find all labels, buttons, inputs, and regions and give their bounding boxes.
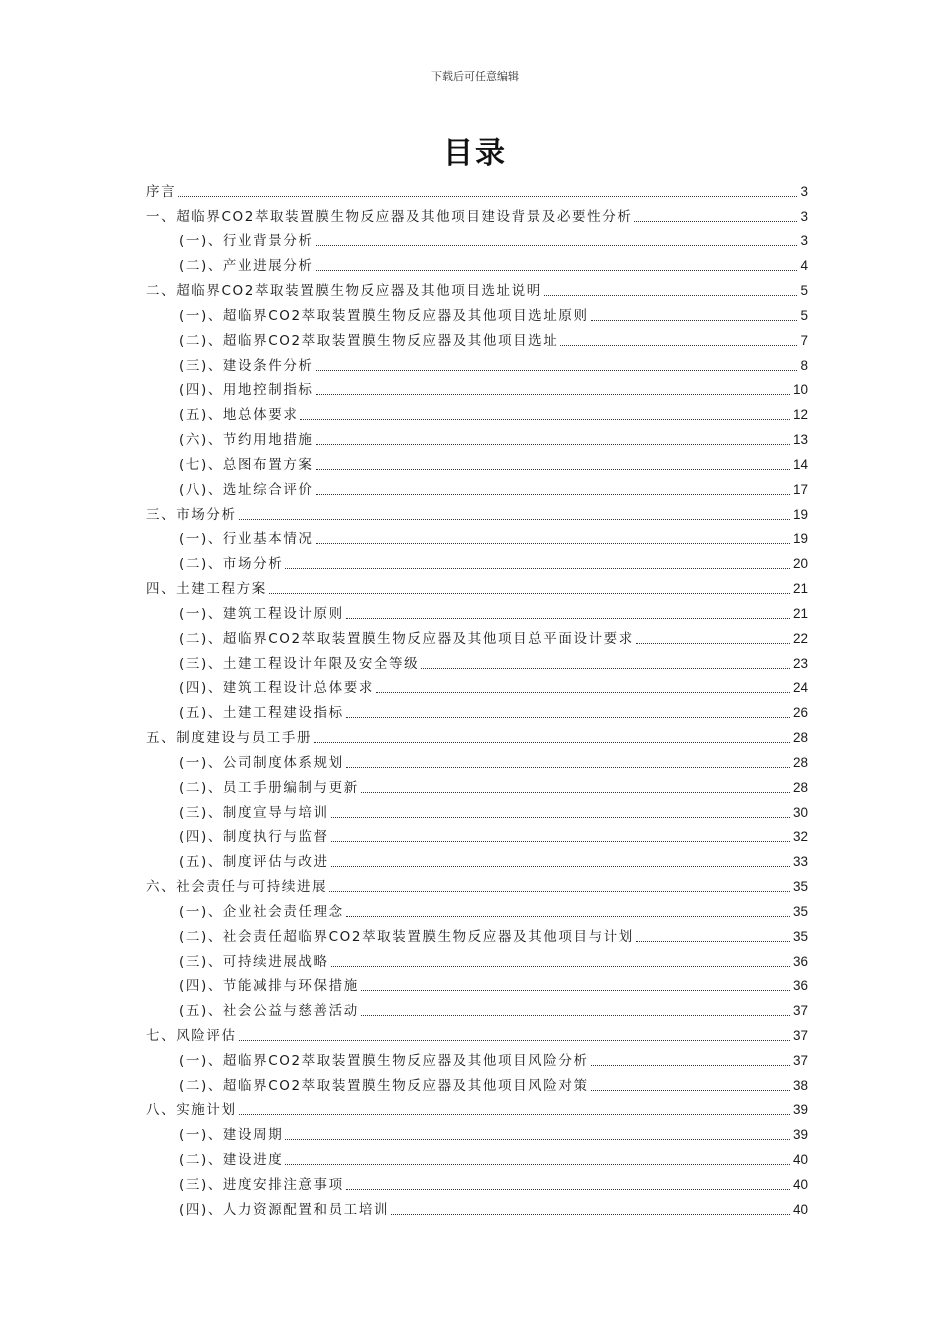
toc-dot-leader	[346, 618, 790, 619]
toc-entry-section[interactable]	[146, 424, 808, 449]
toc-entry-page-number: 38	[792, 1077, 808, 1093]
toc-dot-leader	[314, 742, 790, 743]
toc-entry-section[interactable]	[146, 325, 808, 350]
toc-entry-page-number: 39	[792, 1127, 808, 1143]
toc-entry-label: 六、社会责任与可持续进展	[146, 879, 328, 896]
toc-entry-label: (一)、企业社会责任理念	[179, 903, 344, 920]
toc-title: 目录	[443, 136, 507, 171]
toc-entry-section[interactable]	[146, 598, 808, 623]
toc-entry-section[interactable]	[146, 822, 808, 847]
toc-dot-leader	[331, 966, 790, 967]
toc-entry-page-number: 3	[800, 208, 808, 224]
toc-entry-label: (二)、市场分析	[179, 556, 284, 573]
toc-entry-label: (五)、制度评估与改进	[179, 854, 329, 871]
toc-entry-page-number: 40	[792, 1152, 808, 1168]
toc-entry-label: 五、制度建设与员工手册	[146, 730, 313, 747]
toc-entry-label: 八、实施计划	[146, 1102, 237, 1119]
toc-dot-leader	[591, 1090, 790, 1091]
toc-entry-page-number: 5	[800, 283, 808, 299]
toc-entry-chapter[interactable]	[146, 1095, 808, 1120]
toc-entry-page-number: 35	[792, 903, 808, 919]
toc-dot-leader	[316, 245, 798, 246]
toc-entry-page-number: 3	[800, 233, 808, 249]
toc-entry-label: (二)、超临界CO2萃取装置膜生物反应器及其他项目总平面设计要求	[179, 630, 634, 647]
toc-entry-section[interactable]	[146, 1194, 808, 1219]
toc-entry-page-number: 36	[792, 953, 808, 969]
toc-dot-leader	[634, 221, 797, 222]
toc-entry-label: 七、风险评估	[146, 1027, 237, 1044]
toc-entry-page-number: 8	[800, 357, 808, 373]
toc-dot-leader	[421, 668, 790, 669]
toc-dot-leader	[361, 792, 790, 793]
toc-dot-leader	[346, 717, 790, 718]
toc-dot-leader	[346, 1189, 790, 1190]
toc-dot-leader	[316, 370, 798, 371]
toc-entry-label: 一、超临界CO2萃取装置膜生物反应器及其他项目建设背景及必要性分析	[146, 208, 633, 225]
toc-entry-section[interactable]	[146, 548, 808, 573]
toc-entry-section[interactable]	[146, 375, 808, 400]
toc-dot-leader	[636, 941, 790, 942]
toc-dot-leader	[300, 419, 790, 420]
toc-entry-label: 二、超临界CO2萃取装置膜生物反应器及其他项目选址说明	[146, 283, 542, 300]
toc-dot-leader	[239, 1114, 790, 1115]
toc-entry-label: (三)、可持续进展战略	[179, 953, 329, 970]
toc-entry-section[interactable]	[146, 1045, 808, 1070]
toc-dot-leader	[316, 270, 798, 271]
toc-entry-section[interactable]	[146, 946, 808, 971]
toc-entry-label: (一)、行业背景分析	[179, 233, 314, 250]
toc-dot-leader	[376, 692, 790, 693]
toc-dot-leader	[346, 767, 790, 768]
toc-entry-label: (四)、人力资源配置和员工培训	[179, 1201, 390, 1218]
toc-entry-page-number: 7	[800, 332, 808, 348]
toc-entry-section[interactable]	[146, 995, 808, 1020]
toc-dot-leader	[346, 916, 790, 917]
toc-entry-section[interactable]	[146, 1144, 808, 1169]
toc-entry-page-number: 32	[792, 829, 808, 845]
toc-entry-label: (二)、超临界CO2萃取装置膜生物反应器及其他项目风险对策	[179, 1077, 589, 1094]
toc-entry-section[interactable]	[146, 697, 808, 722]
toc-entry-section[interactable]	[146, 747, 808, 772]
toc-entry-label: (一)、超临界CO2萃取装置膜生物反应器及其他项目选址原则	[179, 307, 589, 324]
toc-entry-section[interactable]	[146, 1070, 808, 1095]
toc-entry-section[interactable]	[146, 772, 808, 797]
toc-entry-label: (一)、建设周期	[179, 1127, 284, 1144]
toc-entry-page-number: 28	[792, 779, 808, 795]
toc-entry-label: (二)、超临界CO2萃取装置膜生物反应器及其他项目选址	[179, 332, 559, 349]
toc-entry-section[interactable]	[146, 971, 808, 996]
toc-dot-leader	[591, 1065, 790, 1066]
toc-entry-page-number: 40	[792, 1201, 808, 1217]
toc-entry-section[interactable]	[146, 623, 808, 648]
toc-entry-label: (二)、员工手册编制与更新	[179, 779, 359, 796]
toc-entry-page-number: 36	[792, 978, 808, 994]
toc-entry-page-number: 33	[792, 854, 808, 870]
toc-entry-label: (三)、制度宣导与培训	[179, 804, 329, 821]
toc-entry-page-number: 37	[792, 1027, 808, 1043]
toc-entry-label: (三)、进度安排注意事项	[179, 1176, 344, 1193]
toc-entry-page-number: 39	[792, 1102, 808, 1118]
toc-dot-leader	[269, 593, 790, 594]
toc-dot-leader	[361, 1015, 790, 1016]
toc-entry-section[interactable]	[146, 797, 808, 822]
toc-entry-label: (四)、节能减排与环保措施	[179, 978, 359, 995]
toc-entry-page-number: 21	[792, 581, 808, 597]
toc-entry-label: (二)、建设进度	[179, 1152, 284, 1169]
toc-entry-page-number: 4	[800, 258, 808, 274]
toc-dot-leader	[316, 469, 790, 470]
toc-entry-page-number: 17	[792, 481, 808, 497]
toc-entry-page-number: 22	[792, 630, 808, 646]
page-header-note: 下载后可任意编辑	[431, 70, 519, 83]
toc-entry-label: (一)、建筑工程设计原则	[179, 605, 344, 622]
toc-entry-label: (三)、土建工程设计年限及安全等级	[179, 655, 420, 672]
toc-entry-page-number: 14	[792, 456, 808, 472]
toc-entry-page-number: 13	[792, 432, 808, 448]
toc-dot-leader	[361, 990, 790, 991]
toc-entry-chapter[interactable]	[146, 499, 808, 524]
toc-entry-chapter[interactable]	[146, 871, 808, 896]
toc-dot-leader	[316, 444, 790, 445]
toc-entry-page-number: 23	[792, 655, 808, 671]
toc-entry-section[interactable]	[146, 921, 808, 946]
table-of-contents	[146, 176, 808, 1219]
toc-entry-label: (五)、地总体要求	[179, 407, 299, 424]
toc-entry-chapter[interactable]	[146, 573, 808, 598]
toc-dot-leader	[239, 1040, 790, 1041]
toc-dot-leader	[544, 295, 798, 296]
toc-entry-label: (四)、制度执行与监督	[179, 829, 329, 846]
toc-dot-leader	[331, 866, 790, 867]
toc-entry-label: (五)、社会公益与慈善活动	[179, 1003, 359, 1020]
toc-entry-label: (五)、土建工程建设指标	[179, 705, 344, 722]
toc-entry-page-number: 12	[792, 407, 808, 423]
toc-entry-page-number: 20	[792, 556, 808, 572]
toc-entry-label: (一)、公司制度体系规划	[179, 754, 344, 771]
toc-entry-label: (二)、社会责任超临界CO2萃取装置膜生物反应器及其他项目与计划	[179, 928, 634, 945]
toc-entry-page-number: 5	[800, 307, 808, 323]
toc-entry-page-number: 24	[792, 680, 808, 696]
toc-entry-section[interactable]	[146, 1169, 808, 1194]
toc-entry-label: (六)、节约用地措施	[179, 432, 314, 449]
toc-entry-page-number: 26	[792, 705, 808, 721]
toc-entry-label: 三、市场分析	[146, 506, 237, 523]
toc-dot-leader	[591, 320, 798, 321]
toc-entry-section[interactable]	[146, 1119, 808, 1144]
toc-dot-leader	[285, 1164, 790, 1165]
toc-entry-section[interactable]	[146, 673, 808, 698]
toc-dot-leader	[329, 891, 790, 892]
toc-dot-leader	[331, 817, 790, 818]
toc-dot-leader	[178, 196, 797, 197]
toc-entry-section[interactable]	[146, 474, 808, 499]
toc-entry-chapter[interactable]	[146, 275, 808, 300]
toc-entry-page-number: 37	[792, 1052, 808, 1068]
toc-dot-leader	[316, 543, 790, 544]
toc-entry-page-number: 28	[792, 730, 808, 746]
toc-entry-label: (三)、建设条件分析	[179, 357, 314, 374]
toc-entry-page-number: 35	[792, 928, 808, 944]
toc-entry-section[interactable]	[146, 896, 808, 921]
toc-entry-page-number: 37	[792, 1003, 808, 1019]
toc-dot-leader	[560, 345, 797, 346]
toc-entry-section[interactable]	[146, 648, 808, 673]
toc-dot-leader	[285, 1139, 790, 1140]
toc-entry-label: (二)、产业进展分析	[179, 258, 314, 275]
toc-entry-page-number: 30	[792, 804, 808, 820]
toc-entry-page-number: 35	[792, 879, 808, 895]
toc-entry-page-number: 21	[792, 605, 808, 621]
toc-dot-leader	[316, 494, 790, 495]
toc-dot-leader	[285, 568, 790, 569]
toc-entry-chapter[interactable]	[146, 722, 808, 747]
toc-entry-label: (一)、超临界CO2萃取装置膜生物反应器及其他项目风险分析	[179, 1052, 589, 1069]
toc-entry-chapter[interactable]	[146, 1020, 808, 1045]
toc-entry-page-number: 3	[800, 183, 808, 199]
toc-entry-label: (四)、用地控制指标	[179, 382, 314, 399]
toc-entry-label: 序言	[146, 183, 177, 200]
toc-dot-leader	[239, 519, 790, 520]
toc-entry-chapter[interactable]	[146, 201, 808, 226]
toc-entry-page-number: 19	[792, 531, 808, 547]
toc-dot-leader	[391, 1214, 790, 1215]
toc-entry-section[interactable]	[146, 846, 808, 871]
toc-entry-section[interactable]	[146, 524, 808, 549]
toc-entry-chapter[interactable]	[146, 176, 808, 201]
toc-entry-section[interactable]	[146, 226, 808, 251]
toc-entry-section[interactable]	[146, 300, 808, 325]
toc-dot-leader	[331, 841, 790, 842]
toc-entry-label: (七)、总图布置方案	[179, 456, 314, 473]
toc-entry-label: (一)、行业基本情况	[179, 531, 314, 548]
toc-dot-leader	[316, 394, 790, 395]
toc-entry-page-number: 19	[792, 506, 808, 522]
toc-entry-label: (八)、选址综合评价	[179, 481, 314, 498]
toc-entry-label: 四、土建工程方案	[146, 581, 267, 598]
toc-entry-label: (四)、建筑工程设计总体要求	[179, 680, 374, 697]
toc-entry-page-number: 40	[792, 1176, 808, 1192]
toc-dot-leader	[636, 643, 790, 644]
toc-entry-page-number: 28	[792, 754, 808, 770]
toc-entry-section[interactable]	[146, 250, 808, 275]
toc-entry-section[interactable]	[146, 350, 808, 375]
toc-entry-page-number: 10	[792, 382, 808, 398]
toc-entry-section[interactable]	[146, 399, 808, 424]
toc-entry-section[interactable]	[146, 449, 808, 474]
